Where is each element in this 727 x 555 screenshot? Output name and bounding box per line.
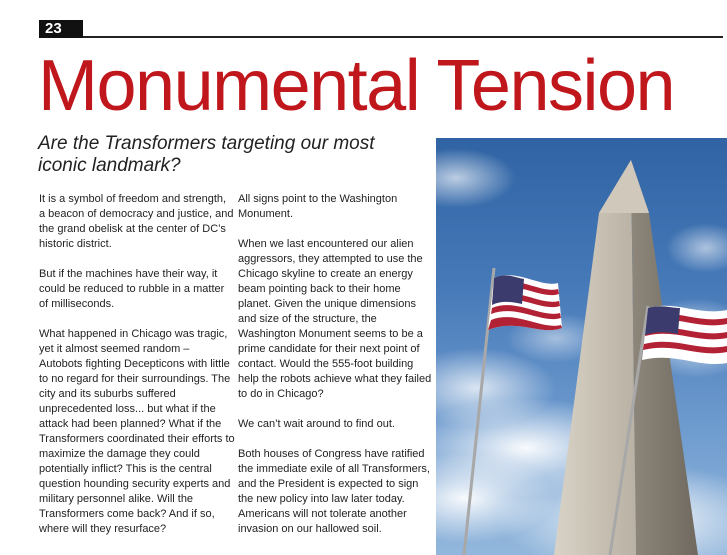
photo-illustration [436,138,727,555]
paragraph: We can’t wait around to find out. [238,418,395,430]
paragraph: All signs point to the Washington Monument. [238,193,398,220]
paragraph: It is a symbol of freedom and strength, a beacon of democracy and justice, and the grand obelisk at the center of DC’s historic district. [39,193,234,250]
paragraph: When we last encountered our alien aggressors, they attempted to use the Chicago skyline to create an energy beam pointing back to their home planet. Given the unique dimensions and size of the structure, the Washington Monument seems to be a prime candidate for their next point of contact. Would the 555-foot building help the robots achieve what they failed to do in Chicago? [238,238,432,400]
text-column-1 [39,192,235,552]
american-flag [642,306,727,364]
american-flag [488,275,562,330]
paragraph: What happened in Chicago was tragic, yet it almost seemed random – Autobots fighting Decepticons with little to no regard for their surroundings. The city and its suburbs suffered unprecedented loss... but what if the attack had been planned? What if the Transformers coordinated their efforts to maximize the damage they could potentially inflict? This is the central question hounding security experts and military personnel alike. Will the Transformers come back? And if so, where will they resurface? [39,328,235,535]
paragraph: Both houses of Congress have ratified the immediate exile of all Transformers, and the President is expected to sign the new policy into law later today. Americans will not tolerate another invasion on our hallowed soil. [238,448,430,535]
paragraph: But if the machines have their way, it could be reduced to rubble in a matter of milliseconds. [39,268,225,310]
header-rule [83,36,723,38]
page-number: 23 [39,20,83,38]
washington-monument-photo [436,138,727,555]
article-title: Monumental Tension [38,46,675,126]
text-column-2 [238,192,434,552]
article-subtitle: Are the Transformers targeting our most iconic landmark? [38,133,375,176]
